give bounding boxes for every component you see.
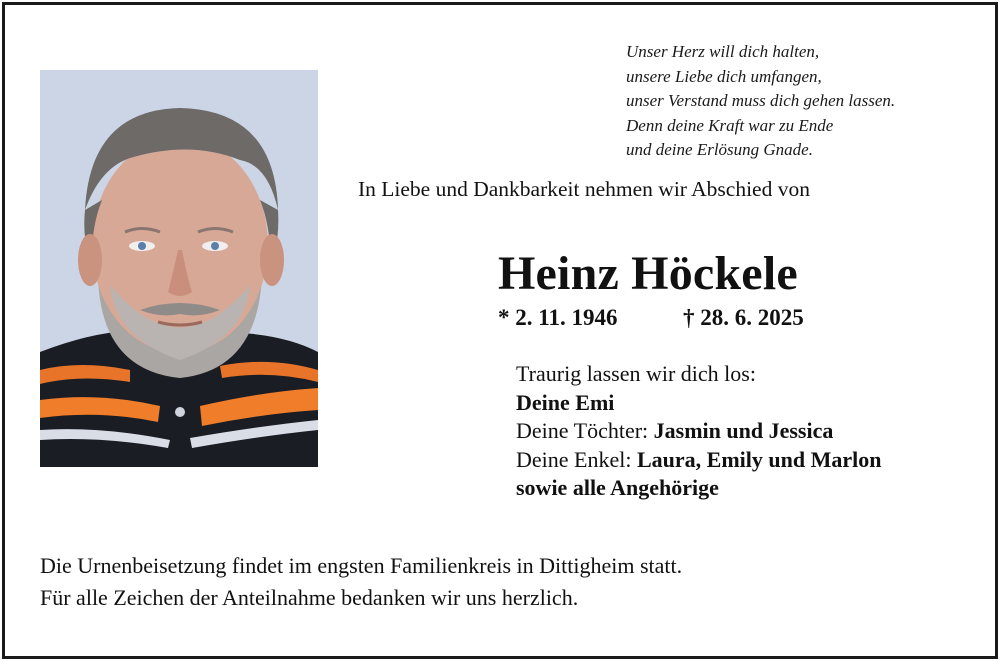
intro-text: In Liebe und Dankbarkeit nehmen wir Abschied von xyxy=(358,177,810,201)
poem-line: und deine Erlösung Gnade. xyxy=(626,140,813,159)
birth-date: * 2. 11. 1946 xyxy=(498,305,618,330)
poem xyxy=(626,40,895,163)
burial-notice: Die Urnenbeisetzung findet im engsten Familienkreis in Dittigheim statt. xyxy=(40,553,683,578)
mourners-lead: Traurig lassen wir dich los: xyxy=(516,361,756,386)
footer-notice xyxy=(40,550,682,614)
grandchildren-line xyxy=(516,446,881,475)
poem-line: Unser Herz will dich halten, xyxy=(626,42,820,61)
other-relatives: sowie alle Angehörige xyxy=(516,475,719,500)
portrait-illustration xyxy=(40,70,318,467)
daughters-names: Jasmin und Jessica xyxy=(653,418,834,443)
spouse-name: Deine Emi xyxy=(516,389,615,415)
mourners-list xyxy=(516,360,881,503)
poem-line: unser Verstand muss dich gehen lassen. xyxy=(626,91,896,110)
poem-line: unsere Liebe dich umfangen, xyxy=(626,66,822,86)
death-date: † 28. 6. 2025 xyxy=(683,305,804,330)
life-dates xyxy=(498,305,804,331)
thanks-notice: Für alle Zeichen der Anteilnahme bedanken wir uns herzlich. xyxy=(40,585,579,610)
daughters-label: Deine Töchter: xyxy=(516,418,649,443)
grandchildren-names: Laura, Emily und Marlon xyxy=(636,446,882,472)
poem-line: Denn deine Kraft war zu Ende xyxy=(626,115,834,135)
deceased-name: Heinz Höckele xyxy=(498,247,798,300)
grandchildren-label: Deine Enkel: xyxy=(516,446,632,472)
portrait-photo xyxy=(40,70,318,467)
daughters-line xyxy=(516,417,881,446)
